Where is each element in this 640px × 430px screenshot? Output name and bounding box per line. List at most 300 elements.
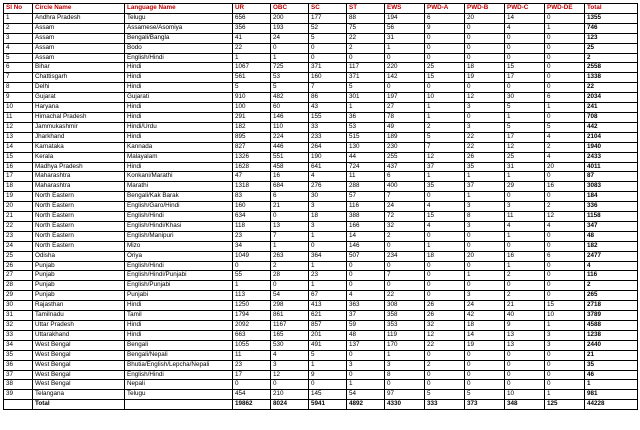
- table-cell: 1: [425, 172, 465, 182]
- table-cell: 0: [545, 73, 585, 83]
- table-cell: 20: [465, 13, 505, 23]
- table-cell: 0: [425, 370, 465, 380]
- table-cell: 47: [233, 172, 271, 182]
- table-cell: 0: [465, 360, 505, 370]
- table-cell: 21: [585, 350, 638, 360]
- table-cell: Hindi: [125, 103, 233, 113]
- table-cell: 22: [465, 132, 505, 142]
- table-cell: 0: [545, 291, 585, 301]
- table-cell: 145: [309, 390, 347, 400]
- table-cell: 348: [505, 400, 545, 410]
- col-header-pwd-a: PWD-A: [425, 4, 465, 14]
- table-cell: 13: [505, 340, 545, 350]
- table-cell: 333: [425, 400, 465, 410]
- table-cell: Delhi: [33, 83, 125, 93]
- table-cell: 35: [465, 162, 505, 172]
- table-cell: 3: [271, 360, 309, 370]
- table-cell: 87: [585, 172, 638, 182]
- table-cell: 0: [465, 350, 505, 360]
- table-cell: 5: [233, 83, 271, 93]
- table-cell: 184: [585, 192, 638, 202]
- table-cell: 0: [271, 212, 309, 222]
- table-cell: Punjab: [33, 261, 125, 271]
- table-cell: 16: [505, 251, 545, 261]
- table-cell: 14: [4, 142, 33, 152]
- table-cell: 2440: [585, 340, 638, 350]
- table-cell: 35: [4, 350, 33, 360]
- table-row: [4, 142, 638, 152]
- table-cell: 0: [425, 291, 465, 301]
- table-cell: 347: [585, 221, 638, 231]
- table-cell: 1: [233, 281, 271, 291]
- table-cell: 34: [233, 241, 271, 251]
- table-cell: 4330: [385, 400, 425, 410]
- table-cell: 3: [385, 360, 425, 370]
- table-cell: Madhya Pradesh: [33, 162, 125, 172]
- table-cell: 0: [545, 43, 585, 53]
- table-cell: 2: [505, 271, 545, 281]
- table-cell: English/Garo/Hindi: [125, 202, 233, 212]
- table-cell: 32: [4, 321, 33, 331]
- table-cell: 24: [465, 301, 505, 311]
- table-cell: 15: [425, 73, 465, 83]
- table-cell: Uttar Pradesh: [33, 321, 125, 331]
- table-cell: 14: [505, 13, 545, 23]
- table-cell: 21: [271, 202, 309, 212]
- table-cell: 30: [309, 192, 347, 202]
- table-cell: 6: [385, 172, 425, 182]
- table-cell: 482: [271, 93, 309, 103]
- table-cell: Hindi: [125, 63, 233, 73]
- table-cell: 0: [465, 33, 505, 43]
- table-cell: 53: [271, 73, 309, 83]
- table-cell: Rajasthan: [33, 301, 125, 311]
- table-cell: 507: [347, 251, 385, 261]
- table-cell: 7: [385, 192, 425, 202]
- table-cell: Hindi: [125, 83, 233, 93]
- total-row: [4, 400, 638, 410]
- table-cell: 15: [425, 212, 465, 222]
- table-cell: 336: [585, 202, 638, 212]
- table-cell: 7: [309, 83, 347, 93]
- table-cell: 4: [585, 261, 638, 271]
- table-cell: 827: [233, 142, 271, 152]
- table-cell: 0: [347, 261, 385, 271]
- table-cell: 2104: [585, 132, 638, 142]
- table-cell: 39: [4, 390, 33, 400]
- table-cell: 13: [505, 330, 545, 340]
- table-cell: 20: [465, 251, 505, 261]
- table-cell: 1: [309, 281, 347, 291]
- table-cell: 708: [585, 112, 638, 122]
- table-cell: 437: [385, 162, 425, 172]
- table-cell: 18: [4, 182, 33, 192]
- table-cell: 388: [347, 212, 385, 222]
- table-cell: 37: [4, 370, 33, 380]
- table-row: [4, 192, 638, 202]
- table-cell: Bengali/Bangla: [125, 33, 233, 43]
- table-cell: 12: [271, 370, 309, 380]
- table-cell: 35: [425, 182, 465, 192]
- col-header-ur: UR: [233, 4, 271, 14]
- table-cell: 3789: [585, 311, 638, 321]
- table-cell: 116: [347, 202, 385, 212]
- table-cell: Hindi: [125, 321, 233, 331]
- table-cell: 491: [309, 340, 347, 350]
- table-cell: 48: [585, 231, 638, 241]
- table-cell: Assam: [33, 43, 125, 53]
- table-cell: 0: [545, 350, 585, 360]
- table-cell: 0: [505, 53, 545, 63]
- table-cell: 15: [545, 301, 585, 311]
- table-cell: 1: [271, 241, 309, 251]
- table-cell: 1167: [271, 321, 309, 331]
- table-cell: North Eastern: [33, 241, 125, 251]
- table-cell: 32: [425, 321, 465, 331]
- table-cell: West Bengal: [33, 340, 125, 350]
- table-cell: Chattisgarh: [33, 73, 125, 83]
- table-cell: 17: [505, 132, 545, 142]
- table-cell: 6: [271, 192, 309, 202]
- table-cell: 4: [347, 291, 385, 301]
- table-cell: 123: [585, 33, 638, 43]
- table-cell: 1: [545, 23, 585, 33]
- table-cell: 0: [385, 241, 425, 251]
- table-row: [4, 360, 638, 370]
- table-row: [4, 172, 638, 182]
- table-cell: 373: [465, 400, 505, 410]
- table-cell: 0: [545, 53, 585, 63]
- table-cell: 5: [347, 83, 385, 93]
- table-cell: 26: [425, 311, 465, 321]
- table-cell: 42: [465, 311, 505, 321]
- table-cell: 24: [385, 202, 425, 212]
- table-cell: 0: [425, 281, 465, 291]
- table-cell: 5: [271, 83, 309, 93]
- table-cell: 12: [4, 122, 33, 132]
- table-cell: Bodo: [125, 43, 233, 53]
- table-cell: 0: [425, 380, 465, 390]
- table-cell: 35: [585, 360, 638, 370]
- table-cell: 0: [545, 192, 585, 202]
- table-cell: 0: [233, 380, 271, 390]
- table-cell: 895: [233, 132, 271, 142]
- table-cell: Marathi: [125, 182, 233, 192]
- table-cell: 5: [505, 103, 545, 113]
- table-cell: 23: [233, 231, 271, 241]
- table-cell: 3: [545, 330, 585, 340]
- table-cell: 656: [233, 13, 271, 23]
- table-row: [4, 152, 638, 162]
- table-cell: 110: [271, 122, 309, 132]
- table-cell: 0: [425, 83, 465, 93]
- table-cell: 0: [545, 63, 585, 73]
- table-cell: 2433: [585, 152, 638, 162]
- table-cell: 7: [385, 271, 425, 281]
- table-cell: 0: [309, 380, 347, 390]
- table-row: [4, 122, 638, 132]
- table-cell: 0: [425, 261, 465, 271]
- table-cell: 117: [347, 63, 385, 73]
- table-cell: Kerala: [33, 152, 125, 162]
- table-cell: 641: [309, 162, 347, 172]
- table-cell: 16: [271, 172, 309, 182]
- col-header-language-name: Language Name: [125, 4, 233, 14]
- table-cell: 264: [309, 142, 347, 152]
- table-cell: 515: [347, 132, 385, 142]
- table-cell: 43: [309, 103, 347, 113]
- table-cell: 19862: [233, 400, 271, 410]
- table-cell: 60: [271, 103, 309, 113]
- table-cell: 2092: [233, 321, 271, 331]
- table-cell: Jammukashmir: [33, 122, 125, 132]
- table-cell: 0: [385, 53, 425, 63]
- table-cell: 3: [465, 291, 505, 301]
- table-cell: 3083: [585, 182, 638, 192]
- table-cell: 458: [271, 162, 309, 172]
- table-cell: North Eastern: [33, 192, 125, 202]
- table-cell: 78: [385, 112, 425, 122]
- table-cell: West Bengal: [33, 350, 125, 360]
- table-cell: Assam: [33, 53, 125, 63]
- table-cell: 0: [347, 53, 385, 63]
- table-row: [4, 301, 638, 311]
- table-cell: 19: [4, 192, 33, 202]
- table-cell: 31: [505, 162, 545, 172]
- table-cell: 125: [545, 400, 585, 410]
- table-cell: 57: [347, 192, 385, 202]
- table-row: [4, 13, 638, 23]
- table-cell: 0: [425, 53, 465, 63]
- table-cell: Hindi/Urdu: [125, 122, 233, 132]
- table-cell: 12: [545, 212, 585, 222]
- table-cell: 10: [545, 311, 585, 321]
- table-cell: 22: [385, 291, 425, 301]
- table-cell: 1355: [585, 13, 638, 23]
- table-cell: 2034: [585, 93, 638, 103]
- table-cell: 2477: [585, 251, 638, 261]
- table-row: [4, 112, 638, 122]
- table-row: [4, 311, 638, 321]
- table-row: [4, 33, 638, 43]
- table-cell: Konkani/Marathi: [125, 172, 233, 182]
- table-cell: 0: [465, 380, 505, 390]
- table-cell: 22: [425, 340, 465, 350]
- table-cell: 2: [385, 231, 425, 241]
- table-cell: 746: [585, 23, 638, 33]
- table-cell: 88: [347, 13, 385, 23]
- table-row: [4, 182, 638, 192]
- table-cell: 4011: [585, 162, 638, 172]
- table-cell: 17: [233, 370, 271, 380]
- table-cell: 1: [309, 360, 347, 370]
- table-cell: 10: [4, 103, 33, 113]
- table-cell: 3: [4, 33, 33, 43]
- table-cell: 30: [4, 301, 33, 311]
- table-cell: 0: [233, 261, 271, 271]
- table-cell: 26: [4, 261, 33, 271]
- table-cell: 155: [309, 112, 347, 122]
- table-cell: 220: [385, 63, 425, 73]
- table-row: [4, 350, 638, 360]
- table-cell: 621: [309, 311, 347, 321]
- table-cell: 0: [505, 192, 545, 202]
- table-cell: 1794: [233, 311, 271, 321]
- table-cell: Andhra Pradesh: [33, 13, 125, 23]
- table-cell: 7: [425, 142, 465, 152]
- table-cell: English/Hindi/Punjabi: [125, 271, 233, 281]
- table-cell: 23: [309, 271, 347, 281]
- table-cell: 44: [347, 152, 385, 162]
- table-cell: 27: [385, 103, 425, 113]
- table-cell: 0: [545, 281, 585, 291]
- table-cell: 32: [385, 221, 425, 231]
- table-cell: 11: [505, 212, 545, 222]
- table-cell: 18: [465, 63, 505, 73]
- table-cell: 30: [505, 93, 545, 103]
- table-cell: 48: [347, 330, 385, 340]
- table-cell: 46: [585, 370, 638, 380]
- table-cell: Maharashtra: [33, 172, 125, 182]
- table-cell: Nepali: [125, 380, 233, 390]
- table-cell: 146: [347, 241, 385, 251]
- table-cell: 0: [465, 23, 505, 33]
- table-cell: Oriya: [125, 251, 233, 261]
- table-cell: 1318: [233, 182, 271, 192]
- table-cell: English/Manipuri: [125, 231, 233, 241]
- table-cell: 59: [347, 321, 385, 331]
- table-row: [4, 103, 638, 113]
- table-cell: Telugu: [125, 390, 233, 400]
- table-cell: 55: [233, 271, 271, 281]
- table-cell: Mizo: [125, 241, 233, 251]
- table-cell: Hindi: [125, 301, 233, 311]
- table-cell: 5: [4, 53, 33, 63]
- table-cell: 160: [309, 73, 347, 83]
- table-cell: 634: [233, 212, 271, 222]
- table-cell: 442: [585, 122, 638, 132]
- table-cell: 6: [545, 93, 585, 103]
- table-cell: 1: [545, 321, 585, 331]
- table-cell: 36: [347, 112, 385, 122]
- table-cell: English/Hindi: [125, 370, 233, 380]
- table-cell: English/Punjabi: [125, 281, 233, 291]
- table-cell: Tamil: [125, 311, 233, 321]
- table-cell: 6: [425, 13, 465, 23]
- table-cell: 0: [465, 43, 505, 53]
- table-cell: 1: [385, 43, 425, 53]
- table-cell: 11: [347, 172, 385, 182]
- table-cell: 25: [425, 63, 465, 73]
- table-cell: Hindi: [125, 330, 233, 340]
- table-cell: 12: [425, 330, 465, 340]
- table-cell: Assam: [33, 33, 125, 43]
- table-cell: 0: [425, 350, 465, 360]
- table-cell: 201: [309, 330, 347, 340]
- table-cell: Telangana: [33, 390, 125, 400]
- table-cell: 49: [385, 122, 425, 132]
- table-cell: 4: [545, 152, 585, 162]
- table-cell: 5941: [309, 400, 347, 410]
- table-cell: 241: [585, 103, 638, 113]
- table-cell: 14: [347, 231, 385, 241]
- table-cell: 40: [505, 311, 545, 321]
- table-cell: 8: [385, 370, 425, 380]
- table-cell: 2: [347, 43, 385, 53]
- table-cell: 2: [425, 122, 465, 132]
- table-cell: North Eastern: [33, 212, 125, 222]
- table-cell: Uttarakhand: [33, 330, 125, 340]
- table-cell: 142: [385, 73, 425, 83]
- table-cell: 724: [347, 162, 385, 172]
- table-cell: Total: [33, 400, 125, 410]
- table-cell: Maharashtra: [33, 182, 125, 192]
- table-cell: 4: [425, 202, 465, 212]
- table-cell: 10: [425, 93, 465, 103]
- table-cell: 17: [4, 172, 33, 182]
- table-cell: 4: [309, 172, 347, 182]
- table-cell: 0: [385, 281, 425, 291]
- table-cell: Bihar: [33, 63, 125, 73]
- table-cell: 358: [385, 311, 425, 321]
- table-cell: 910: [233, 93, 271, 103]
- table-cell: 26: [465, 152, 505, 162]
- table-cell: 2: [4, 23, 33, 33]
- table-cell: 18: [465, 321, 505, 331]
- table-cell: 0: [545, 231, 585, 241]
- table-cell: 7: [4, 73, 33, 83]
- table-cell: 3: [465, 103, 505, 113]
- table-cell: 0: [309, 43, 347, 53]
- table-cell: 0: [465, 241, 505, 251]
- table-cell: 356: [233, 23, 271, 33]
- table-cell: 2: [505, 291, 545, 301]
- table-cell: Kannada: [125, 142, 233, 152]
- table-cell: 38: [4, 380, 33, 390]
- table-cell: 0: [425, 192, 465, 202]
- table-cell: 25: [505, 152, 545, 162]
- table-cell: Punjabi: [125, 291, 233, 301]
- table-cell: Telugu: [125, 13, 233, 23]
- table-cell: Jharkhand: [33, 132, 125, 142]
- table-cell: 1: [385, 350, 425, 360]
- table-row: [4, 93, 638, 103]
- table-cell: 0: [505, 43, 545, 53]
- table-cell: 5: [425, 132, 465, 142]
- table-cell: 11: [4, 112, 33, 122]
- table-cell: 4: [505, 221, 545, 231]
- table-cell: 1: [505, 112, 545, 122]
- table-cell: 20: [4, 202, 33, 212]
- table-cell: 298: [271, 301, 309, 311]
- table-row: [4, 380, 638, 390]
- table-cell: 0: [545, 261, 585, 271]
- table-cell: 0: [545, 13, 585, 23]
- table-cell: 230: [385, 142, 425, 152]
- table-cell: 5: [309, 33, 347, 43]
- table-row: [4, 251, 638, 261]
- table-cell: Assamese/Asomiya: [125, 23, 233, 33]
- table-row: [4, 132, 638, 142]
- table-cell: 4892: [347, 400, 385, 410]
- table-cell: English/Hindi/Khasi: [125, 221, 233, 231]
- table-cell: 113: [233, 291, 271, 301]
- table-cell: 0: [271, 281, 309, 291]
- table-cell: 67: [309, 291, 347, 301]
- table-cell: 0: [347, 271, 385, 281]
- table-cell: 116: [585, 271, 638, 281]
- table-cell: 22: [347, 33, 385, 43]
